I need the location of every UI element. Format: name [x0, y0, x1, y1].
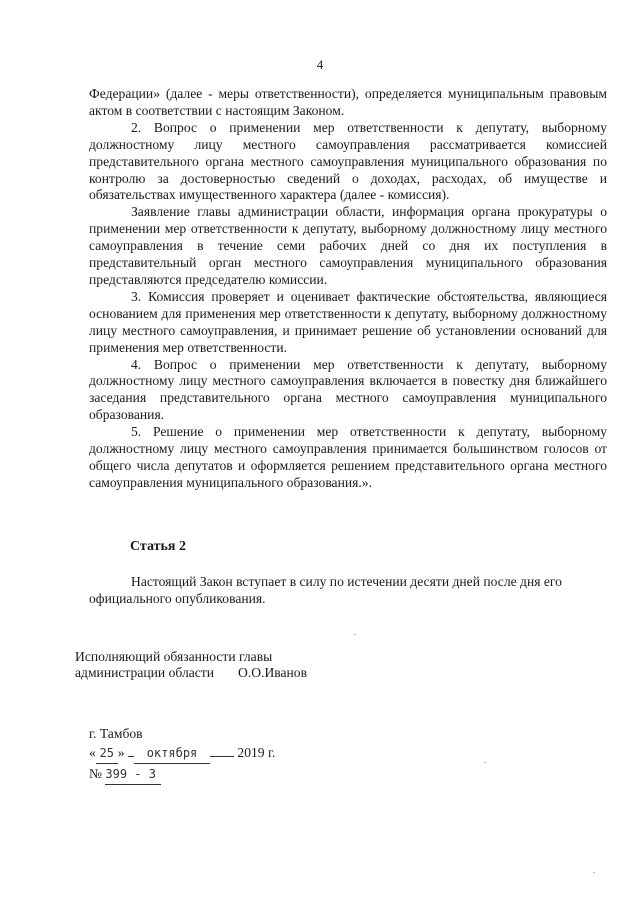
paragraph-continuation: Федерации» (далее - меры ответственности), определяется муниципальным правовым актом в соответствии с настоящим Законом.: [89, 86, 607, 118]
scan-speck: [354, 634, 356, 635]
paragraph-4: 4. Вопрос о применении мер ответственности к депутату, выборному должностному лицу местного самоуправления включается в повестку дня ближайшего заседания представительного органа местного самоуправления муниципального образования.: [89, 356, 607, 423]
law-text-body: [89, 86, 607, 492]
signature-title-line2-text: администрации области: [75, 665, 215, 680]
signature-title-line2: [75, 665, 307, 681]
date-quote-open: «: [89, 745, 96, 760]
date-quote-close: »: [117, 745, 125, 760]
page-number: 4: [316, 57, 324, 72]
city-line: г. Тамбов: [89, 726, 143, 741]
paragraph-3: 3. Комиссия проверяет и оценивает фактические обстоятельства, являющиеся основанием для применения мер ответственности к депутату, выборному должностному лицу местного самоуправления, и принимает решение об установлении оснований для применения мер ответственности.: [89, 288, 607, 355]
number-label: №: [89, 766, 102, 781]
law-number: 399 - З: [105, 765, 161, 785]
paragraph-2: 2. Вопрос о применении мер ответственности к депутату, выборному должностному лицу местного самоуправления рассматривается комиссией представительного органа местного самоуправления муниципального образования по контролю за достоверностью сведений о доходах, расходах, об имуществе и обязательствах имущественного характера (далее - комиссия).: [89, 119, 607, 203]
paragraph-statement: Заявление главы администрации области, информация органа прокуратуры о применении мер ответственности к депутату, выборному должностному лицу местного самоуправления в течение семи рабочих дней со дня их поступления в представительный орган местного самоуправления муниципального образования представляются председателю комиссии.: [89, 204, 607, 287]
signature-title-line1: Исполняющий обязанности главы: [75, 649, 273, 664]
date-month: октября: [134, 744, 210, 764]
place-date-number: [89, 724, 275, 785]
date-line: [89, 743, 275, 764]
scan-speck: [593, 872, 595, 873]
paragraph-5: 5. Решение о применении мер ответственности к депутату, выборному должностному лицу местного самоуправления принимается большинством голосов от общего числа депутатов и оформляется решением представительного органа местного самоуправления муниципального образования.».: [89, 424, 607, 490]
article-heading: Статья 2: [130, 539, 186, 554]
date-blank-after-month: [210, 756, 234, 757]
date-year: 2019 г.: [237, 745, 276, 760]
date-day: 25: [96, 744, 118, 764]
final-paragraph: Настоящий Закон вступает в силу по истечении десяти дней после дня его официального опубликования.: [89, 574, 562, 607]
signature-block: [75, 649, 307, 681]
article-2-text: [89, 573, 607, 607]
number-line: [89, 764, 275, 785]
scan-speck: [484, 762, 486, 763]
signatory-name: О.О.Иванов: [238, 665, 308, 680]
